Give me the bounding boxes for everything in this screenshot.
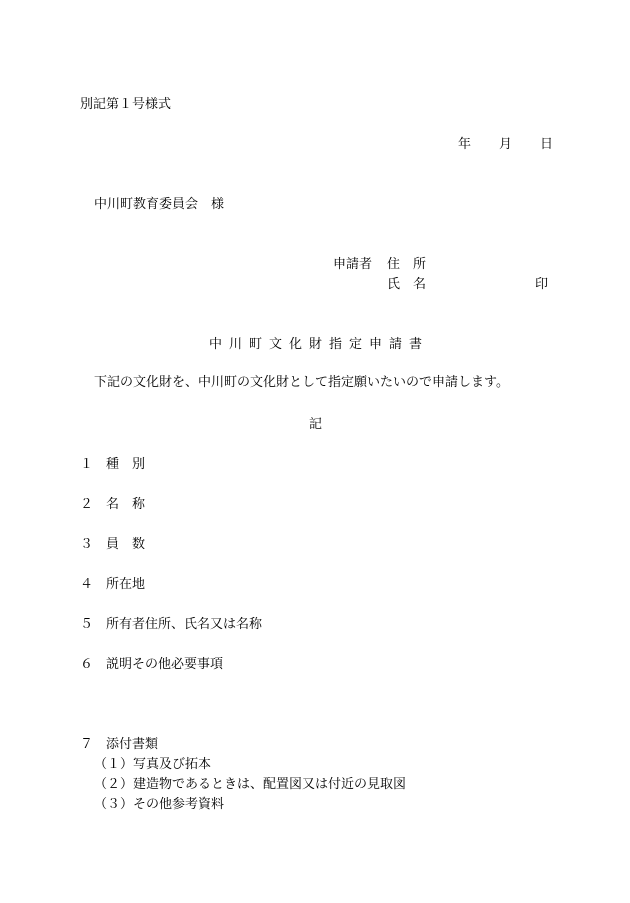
item-number: ６ (80, 657, 94, 672)
item-6 (80, 658, 223, 671)
applicant-name-label: 氏 名 (387, 277, 427, 292)
item-1 (80, 458, 145, 471)
item-number: ２ (80, 497, 94, 512)
ki-heading: 記 (309, 417, 323, 432)
attachment-2: （２）建造物であるときは、配置図又は付近の見取図 (94, 777, 407, 792)
date-day-label: 日 (540, 137, 554, 152)
intro-text: 下記の文化財を、中川町の文化財として指定願いたいので申請します。 (94, 375, 509, 390)
document-title (209, 338, 429, 351)
item-label: 添付書類 (106, 737, 159, 752)
document-title-text: 中川町文化財指定申請書 (209, 337, 430, 352)
item-label: 名 称 (106, 497, 146, 512)
item-number: ７ (80, 737, 94, 752)
attachment-1: （１）写真及び拓本 (94, 757, 212, 772)
item-5 (80, 618, 262, 631)
attachment-3: （３）その他参考資料 (94, 797, 225, 812)
seal-mark: 印 (535, 277, 549, 292)
form-number: 別記第１号様式 (80, 97, 172, 112)
item-label: 所在地 (106, 577, 146, 592)
item-label: 種 別 (106, 457, 146, 472)
item-label: 員 数 (106, 537, 146, 552)
item-3 (80, 538, 145, 551)
item-number: １ (80, 457, 94, 472)
item-4 (80, 578, 145, 591)
item-number: ５ (80, 617, 94, 632)
date-month-label: 月 (499, 137, 513, 152)
item-number: ４ (80, 577, 94, 592)
item-7 (80, 738, 158, 751)
addressee: 中川町教育委員会 様 (94, 197, 225, 212)
item-2 (80, 498, 145, 511)
applicant-address-label: 住 所 (387, 257, 427, 272)
item-label: 説明その他必要事項 (106, 657, 224, 672)
item-label: 所有者住所、氏名又は名称 (106, 617, 263, 632)
applicant-label: 申請者 (333, 257, 373, 272)
item-number: ３ (80, 537, 94, 552)
date-year-label: 年 (458, 137, 472, 152)
